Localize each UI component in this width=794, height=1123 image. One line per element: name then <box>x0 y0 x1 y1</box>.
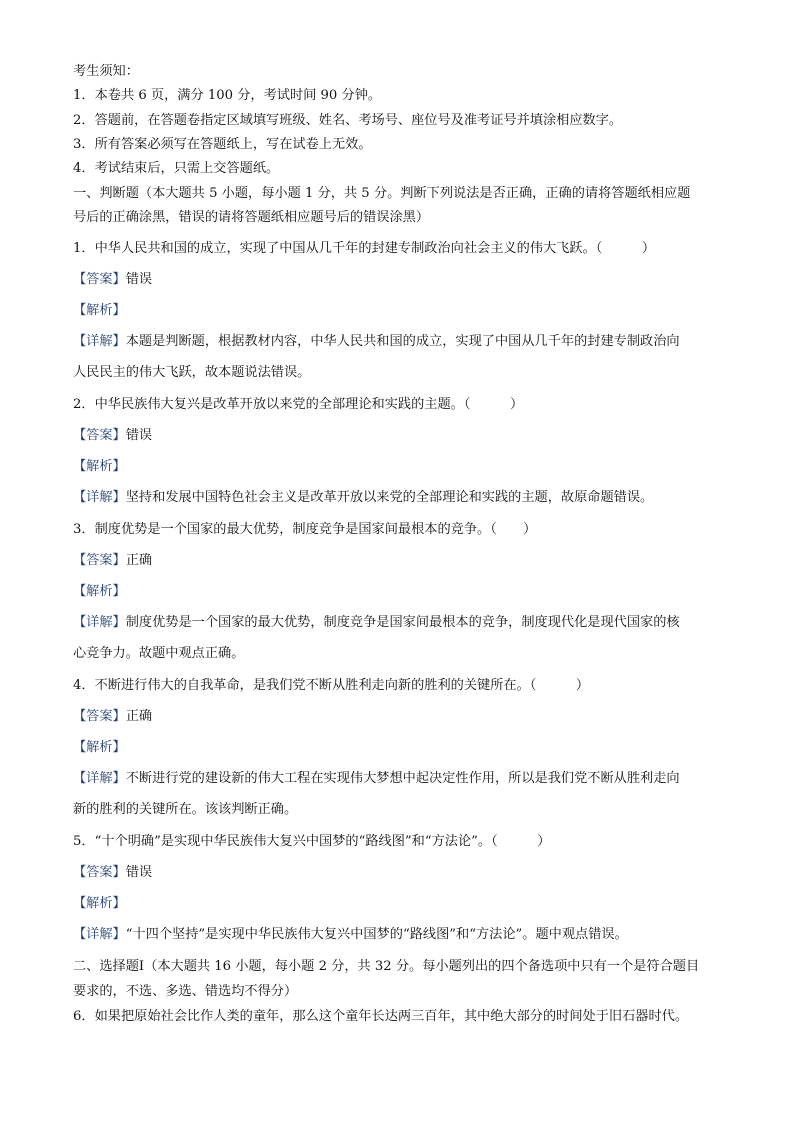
answer-line <box>73 708 733 726</box>
detail-label: 【详解】 <box>73 771 126 786</box>
detail-line <box>73 614 733 632</box>
answer-label: 【答案】 <box>73 709 126 724</box>
answer-label: 【答案】 <box>73 553 126 568</box>
question-stem: 2．中华民族伟大复兴是改革开放以来党的全部理论和实践的主题。（ ） <box>73 397 524 412</box>
section2-header-cont: 要求的，不选、多选、错选均不得分） <box>73 984 298 999</box>
question-stem: 6．如果把原始社会比作人类的童年，那么这个童年长达两三百年，其中绝大部分的时间处于旧石器时代。 <box>73 1009 689 1024</box>
section1-header-cont: 号后的正确涂黑，错误的请将答题纸相应题号后的错误涂黑） <box>73 210 430 225</box>
detail-text-cont: 心竞争力。故题中观点正确。 <box>73 646 245 661</box>
answer-line <box>73 271 733 289</box>
detail-label: 【详解】 <box>73 490 126 505</box>
question-stem: 3．制度优势是一个国家的最大优势，制度竞争是国家间最根本的竞争。（ ） <box>73 522 537 537</box>
notice-item: 1．本卷共 6 页，满分 100 分，考试时间 90 分钟。 <box>73 88 382 103</box>
notice-heading: 考生须知： <box>73 64 139 79</box>
answer-value: 错误 <box>125 272 153 287</box>
detail-text-cont: 人民民主的伟大飞跃，故本题说法错误。 <box>73 365 311 380</box>
analysis-tag: 【解析】 <box>73 584 126 599</box>
detail-label: 【详解】 <box>73 927 126 942</box>
answer-line <box>73 864 733 882</box>
question-stem: 1．中华人民共和国的成立，实现了中国从几千年的封建专制政治向社会主义的伟大飞跃。（ ） <box>73 241 656 256</box>
analysis-tag: 【解析】 <box>73 459 126 474</box>
analysis-tag: 【解析】 <box>73 303 126 318</box>
detail-label: 【详解】 <box>73 334 126 349</box>
detail-line <box>73 489 733 507</box>
detail-text: “十四个坚持”是实现中华民族伟大复兴中国梦的“路线图”和“方法论”。题中观点错误。 <box>125 927 628 942</box>
detail-label: 【详解】 <box>73 615 126 630</box>
answer-value: 正确 <box>125 709 153 724</box>
analysis-tag: 【解析】 <box>73 896 126 911</box>
section2-header: 二、选择题Ⅰ（本大题共 16 小题，每小题 2 分，共 32 分。每小题列出的四个备选项中只有一个是符合题目 <box>73 959 700 974</box>
detail-line <box>73 770 733 788</box>
notice-item: 2．答题前，在答题卷指定区域填写班级、姓名、考场号、座位号及准考证号并填涂相应数字。 <box>73 113 623 128</box>
answer-line <box>73 427 733 445</box>
analysis-label <box>73 583 733 601</box>
section1-header: 一、判断题（本大题共 5 小题，每小题 1 分，共 5 分。判断下列说法是否正确，正确的请将答题纸相应题 <box>73 186 691 201</box>
answer-label: 【答案】 <box>73 428 126 443</box>
detail-text: 不断进行党的建设新的伟大工程在实现伟大梦想中起决定性作用，所以是我们党不断从胜利走向 <box>125 771 680 786</box>
detail-line <box>73 926 733 944</box>
answer-line <box>73 552 733 570</box>
analysis-label <box>73 458 733 476</box>
answer-value: 错误 <box>125 428 153 443</box>
detail-text-cont: 新的胜利的关键所在。该该判断正确。 <box>73 802 298 817</box>
detail-text: 制度优势是一个国家的最大优势，制度竞争是国家间最根本的竞争，制度现代化是现代国家的核 <box>125 615 680 630</box>
answer-label: 【答案】 <box>73 865 126 880</box>
detail-text: 本题是判断题，根据教材内容，中华人民共和国的成立，实现了中国从几千年的封建专制政治向 <box>125 334 680 349</box>
question-stem: 4．不断进行伟大的自我革命，是我们党不断从胜利走向新的胜利的关键所在。（ ） <box>73 678 590 693</box>
analysis-tag: 【解析】 <box>73 740 126 755</box>
detail-line <box>73 333 733 351</box>
answer-value: 正确 <box>125 553 153 568</box>
detail-text: 坚持和发展中国特色社会主义是改革开放以来党的全部理论和实践的主题，故原命题错误。 <box>125 490 654 505</box>
answer-label: 【答案】 <box>73 272 126 287</box>
analysis-label <box>73 302 733 320</box>
analysis-label <box>73 895 733 913</box>
question-stem: 5．“十个明确”是实现中华民族伟大复兴中国梦的“路线图”和“方法论”。（ ） <box>73 834 551 849</box>
notice-item: 4．考试结束后，只需上交答题纸。 <box>73 161 280 176</box>
notice-item: 3．所有答案必须写在答题纸上，写在试卷上无效。 <box>73 137 372 152</box>
answer-value: 错误 <box>125 865 153 880</box>
analysis-label <box>73 739 733 757</box>
